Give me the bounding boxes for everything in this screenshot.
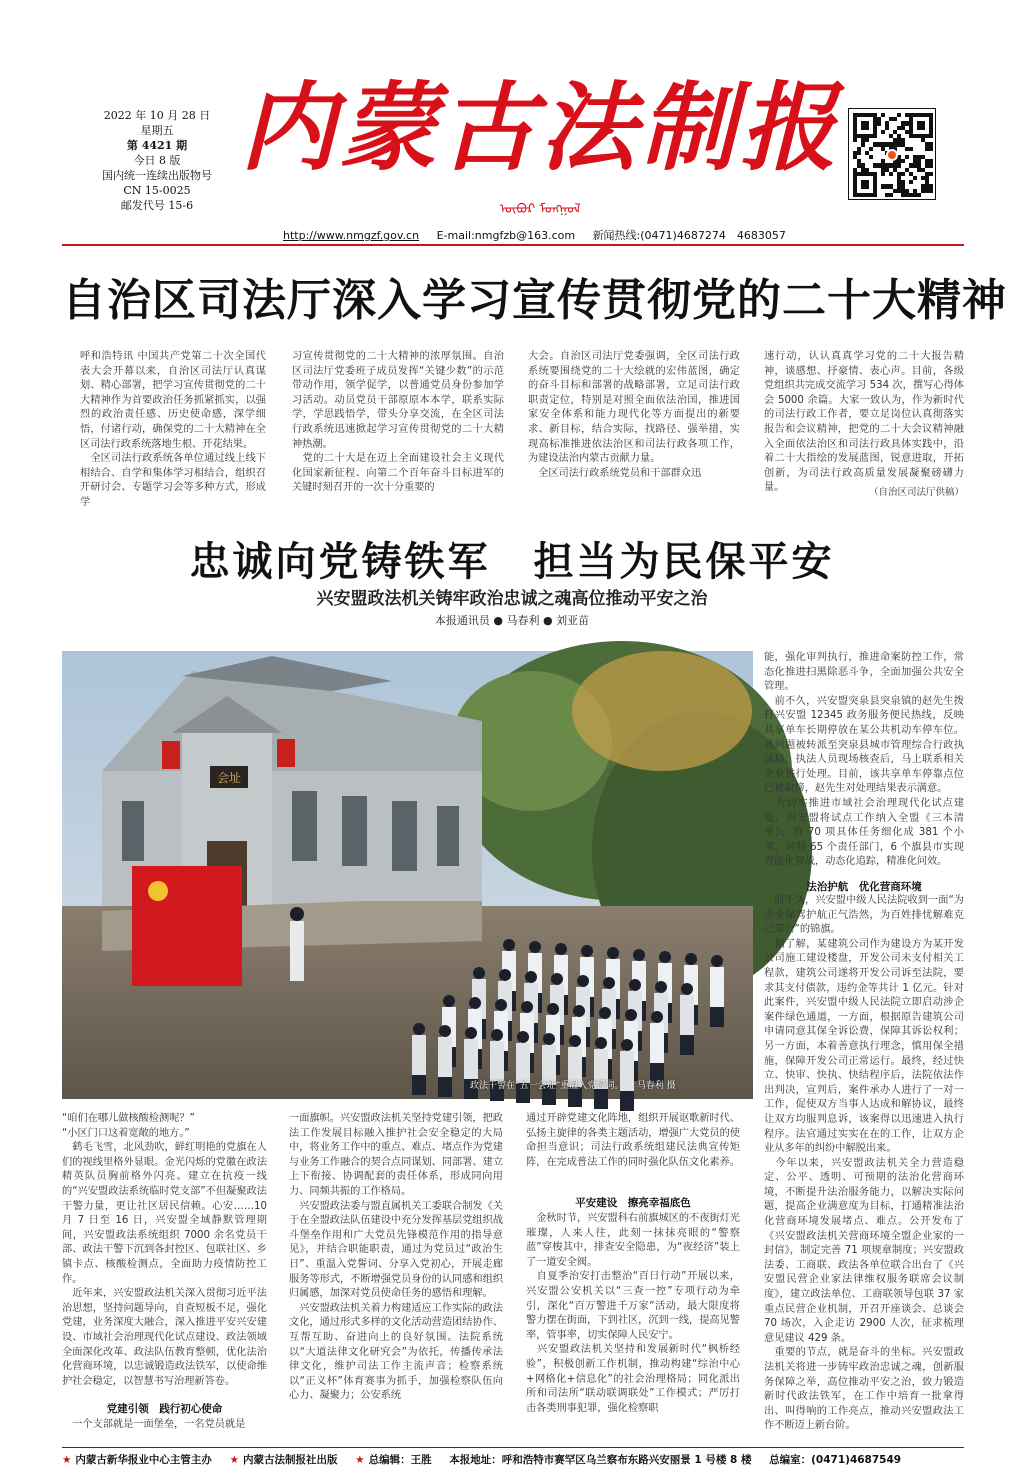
photo-illustration: [62, 651, 753, 1099]
article2-bottom-col3: 通过开辟党建文化阵地，组织开展讴歌新时代、弘扬主旋律的各类主题活动，增强广大党员的使命担当意识；司法行政系统组建民法典宣传矩阵，在完成普法工作的同时强化队伍文化素养。: [526, 1113, 740, 1168]
footer-item: ★ 内蒙古新华报业中心主管主办: [62, 1454, 212, 1466]
footer-item: ★ 内蒙古法制报社出版: [229, 1454, 338, 1466]
serial-label: 国内统一连续出版物号: [102, 169, 212, 182]
article1-col1: 呼和浩特讯 中国共产党第二十次全国代表大会开幕以来，自治区司法厅认真谋划、精心部署，把学习宣传贯彻党的二十大精神作为首要政治任务抓紧抓实，以强烈的政治责任感、历史使命感，深学细悟，付诸行动，确保党的二十大精神在全区司法行政系统落地生根、开花结果。 全区司法行政系统各单位通过线上线下相结合、自学和集体学习相结合，组织召开研讨会、专题学习会等多种方式，形成学: [80, 351, 266, 508]
article2-bottom-col1: “咱们在哪儿做核酸检测呢？” “小区门口这着宽敞的地方。” 鹤毛飞雪，北风劲吹，鲜红明艳的党旗在人们的视线里格外显眼。金光闪烁的党徽在政法精英队员胸前格外闪亮。建立在抗疫一线的“兴安盟政法系统临时党支部”不但凝聚政法干警力量，更让社区居民信赖。心安……10 月 7 日至 16 日，兴安盟全域静默管理期间，兴安盟政法系统组织 7000 余名党员干部、政法干警下沉到各封控区、包联社区、乡镇卡点、核酸检测点，全面助力疫情防控工作。 近年来，兴安盟政法机关深入贯彻习近平法治思想，坚持问题导向，自查短板不足，强化党建，业务深度大融合，深入推进平安兴安建设、市域社会治理现代化试点建设、政法领域全面深化改革、政法队伍教育整顿，优化法治化营商环境，以忠诚锻造政法铁军，以使命维护社会稳定，以智慧书写治理新答卷。: [62, 1113, 267, 1387]
star-icon: ★: [355, 1454, 365, 1466]
byline: 本报通讯员 ● 马春利 ● 刘亚苗: [434, 614, 590, 627]
article1-credit: （自治区司法厅供稿）: [868, 487, 964, 498]
plaque-text: 会址: [216, 771, 242, 785]
page-count: 今日 8 版: [133, 154, 181, 167]
article1-col2: 习宣传贯彻党的二十大精神的浓厚氛围。自治区司法厅党委班子成员发挥“关键少数”的示范带动作用，领学促学，以普通党员身份参加学习活动。动员党员干部原原本本学，联系实际学，学思践悟学，带头分享交流，在全区司法行政系统迅速掀起学习宣传贯彻党的二十大精神热潮。 党的二十大是在迈上全面建设社会主义现代化国家新征程、向第二个百年奋斗目标进军的关键时刻召开的一次十分重要的: [292, 351, 504, 494]
masthead-info: [82, 108, 232, 213]
masthead-divider: [62, 244, 964, 246]
subheadline-2: 兴安盟政法机关铸牢政治忠诚之魂高位推动平安之治: [316, 589, 708, 609]
headline-1: 自治区司法厅深入学习宣传贯彻党的二十大精神: [62, 275, 1007, 326]
article2-bottom-col2: 一面旗帜。兴安盟政法机关坚持党建引领，把政法工作发展目标融入推护社会安全稳定的大局中，将业务工作中的重点、难点、堵点作为党建与业务工作融合的契合点同谋划、同部署、建立上下衔接、协调配套的责任体系，形成同向用力、同频共振的工作格局。 兴安盟政法委与盟直属机关工委联合制发《关于在全盟政法队伍建设中充分发挥基层党组织战斗堡垒作用和广大党员先锋模范作用的指导意见》，并结合职能职责，通过为党员过“政治生日”、重温入党誓词、分享入党初心，开展走廊服务等形式，不断增强党员身份的认同感和组织归属感，加深对党员使命任务的感悟和理解。 兴安盟政法机关着力构建适应工作实际的政法文化，通过形式多样的文化活动营造团结协作、互帮互助、奋进向上的良好氛围。法院系统以“大道法律文化研究会”为依托，传播传承法律文化，维护司法工作主流声音；检察系统以“正义杯”体育赛事为抓手，加强检察队伍向心力、凝聚力；公安系统: [289, 1113, 503, 1402]
contact-bar: [283, 227, 786, 243]
subhead-legal: 法治护航 优化营商环境: [806, 881, 922, 893]
footer-item: ★ 总编辑：王胜: [355, 1454, 432, 1466]
post-code: 邮发代号 15-6: [120, 199, 194, 212]
footer: [62, 1452, 964, 1467]
mongolian-logo: ᠦᠪᠦᠷ ᠮᠣᠩᠭᠣᠯ: [499, 202, 581, 217]
star-icon: ★: [62, 1454, 72, 1466]
article2-right-col2: 前不久，兴安盟中级人民法院收到一面“为企业保驾护航正气浩然，为百姓排忧解难克己奉公”的锦旗。 据了解，某建筑公司作为建设方为某开发公司施工建设楼盘，开发公司未支付相关工程款，建筑公司遂将开发公司诉至法院，要求其支付债款，违约金等共计 1 亿元。针对此案件，兴安盟中级人民法院立即启动涉企案件绿色通道，一方面，根据原告建筑公司申请同意其保全诉讼费，保障其诉讼权利；另一方面，本着善意执行理念，慎用保全措施，保障开发公司正常运行。最终，经过快立、快审、快执、快结程序后，法院依法作出判决，宣判后，案件承办人进行了一对一工作，促使双方当事人达成和解协议，最终让双方均服判息诉，该案得以迅速进入执行程序。法官通过实实在在的工作，让双方企业从多年的纠纷中解脱出来。 今年以来，兴安盟政法机关全力营造稳定、公平、透明、可预期的法治化营商环境，不断提升法治服务能力，以解决实际问题，提高企业满意度为目标，打通精准法治化营商环境发展堵点、难点。公开发布了《兴安盟政法机关营商环境全盟企业家的一封信》，制定完善 71 项规章制度；兴安盟政法委、工商联、政法各单位联合出台了《兴安盟民营企业家法律维权服务联席会议制度》，建立政法单位、工商联领导包联 37 家重点民营企业机制，开召开座谈会、总谈会 70 场次，入企走访 2900 人次，征求梳理意见建议 429 条。 重要的节点，就是奋斗的坐标。兴安盟政法机关将进一步铸牢政治忠诚之魂，创新服务保障之举，高位推动平安之治，致力锻造新时代政法铁军，在工作中培育一批拿得出、叫得响的工作亮点，推动兴安盟政法工作不断迈上新台阶。: [764, 895, 964, 1432]
footer-item: 本报地址：呼和浩特市赛罕区乌兰察布东路兴安丽景 1 号楼 8 楼: [449, 1454, 752, 1466]
article-photo: [62, 651, 753, 1099]
qr-code-icon: [848, 108, 936, 200]
star-icon: ★: [229, 1454, 239, 1466]
subhead-party: 党建引领 践行初心使命: [106, 1403, 223, 1415]
footer-item: 总编室：(0471)4687549: [769, 1454, 902, 1466]
issue-weekday: 星期五: [140, 124, 174, 137]
article2-right-col: 能，强化审判执行，推进命案防控工作，常态化推进扫黑除恶斗争，全面加强公共安全管理。 前不久，兴安盟突泉县突泉镇的赵先生拨打兴安盟 12345 政务服务便民热线，反映共享单车长期停放在某公共机动车停车位。该问题被转派至突泉县城市管理综合行政执法局，执法人员现场核查后，马上联系相关企业进行处理。目前，该共享单车停靠点位已被取缔，赵先生对处理结果表示满意。 为切实推进市域社会治理现代化试点建设，兴安盟将试点工作纳入全盟《三本清单》，将 70 项具体任务细化成 381 个小项，对照 65 个责任部门，6 个旗县市实现智能化督战，动态化追踪，精准化问效。: [764, 652, 964, 868]
website-link[interactable]: http://www.nmgzf.gov.cn: [283, 229, 420, 242]
article1-col3: 大会。自治区司法厅党委强调，全区司法行政系统要围绕党的二十大绘就的宏伟蓝图，确定的奋斗目标和部署的战略部署，立足司法行政职责定位，特别是对照全面依法治国，推进国家安全体系和能力现代化等方面提出的新要求、新目标，结合实际，找路径、强举措，实现高标准推进依法治区和司法行政各项工作，为建设法治内蒙古贡献力量。 全区司法行政系统党员和干部群众迅: [528, 351, 740, 479]
subhead-safety: 平安建设 擦亮幸福底色: [575, 1197, 691, 1209]
footer-divider: [62, 1447, 964, 1448]
headline-2: 忠诚向党铸铁军 担当为民保平安: [189, 538, 835, 585]
cn-number: CN 15-0025: [123, 184, 191, 197]
issue-number: 第 4421 期: [126, 139, 188, 152]
article2-bottom-col3b: 金秋时节，兴安盟科右前旗城区的不夜街灯光璀璨，人来人往，此刻一抹抹亮眼的“警察蓝”穿梭其中，排查安全隐患，为“夜经济”装上了一道安全阀。 自夏季治安打击整治“百日行动”开展以来，兴安盟公安机关以“三查一控”专项行动为牵引，深化“百万警进千万家”活动，最大限度将警力摆在街面，下到社区，沉到一线，提高见警率，管事率，切实保障人民安宁。 兴安盟政法机关坚持和发展新时代“枫桥经验”，积极创新工作机制，推动构建“综治中心+网格化+信息化”的社会治理格局；同化派出所和司法所“联动联调联处”工作模式；严厉打击各类刑事犯罪，强化检察职: [526, 1213, 740, 1414]
article2-bottom-col1b: 一个支部就是一面堡垒，一名党员就是: [62, 1419, 246, 1430]
article1-col4: 速行动，认认真真学习党的二十大报告精神，谈感想、抒豪情、表心声。目前，各级党组织共完成交流学习 534 次，撰写心得体会 5000 余篇。大家一致认为，作为新时代的司法行政工作者，要立足岗位认真彻落实报告和会议精神，把党的二十大会议精神融入全面依法治区和司法行政具体实践中，沿着二十大指绘的发展蓝图，锐意进取，开拓创新，为司法行政高质量发展凝聚磅礴力量。: [764, 351, 964, 494]
photo-caption: 政法干警在“五一会址”重温入党誓词。 马春利 摄: [470, 1081, 676, 1091]
newspaper-logo: 内蒙古法制报: [240, 71, 840, 184]
issue-date: 2022 年 10 月 28 日: [103, 109, 211, 122]
hotline-text: 新闻热线:(0471)4687274 4683057: [592, 229, 786, 242]
email-text: E-mail:nmgfzb@163.com: [436, 229, 576, 242]
